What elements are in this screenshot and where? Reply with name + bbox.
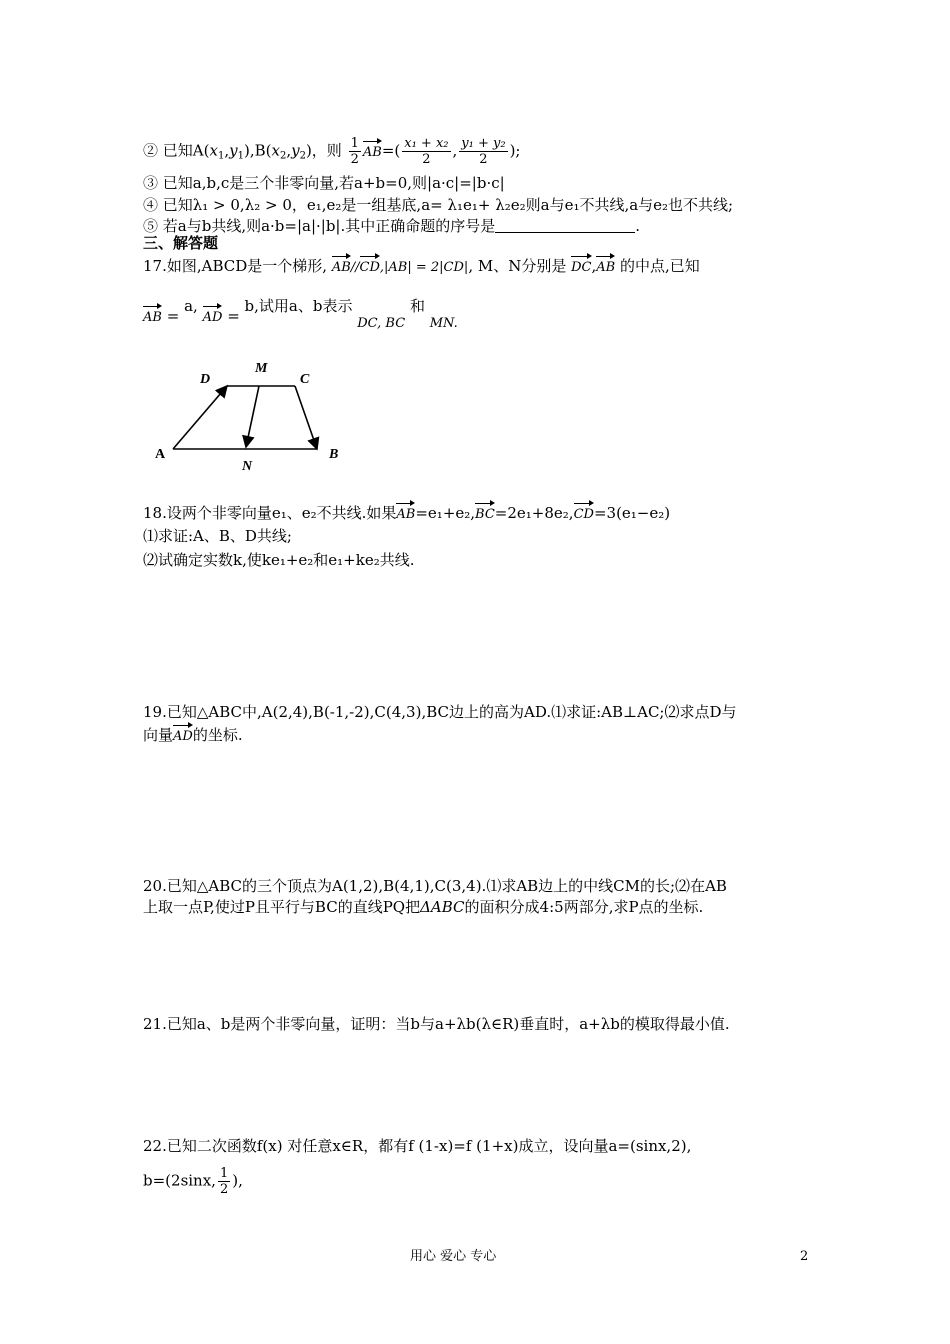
trapezoid-figure	[145, 352, 360, 482]
label-b: B	[329, 447, 339, 462]
vector-dc: DC	[571, 253, 591, 275]
label-c: C	[300, 372, 310, 387]
label-m: M	[255, 361, 268, 376]
question-19-line-1: 19.已知△ABC中,A(2,4),B(-1,-2),C(4,3),BC边上的高为AD.⑴求证:AB⊥AC;⑵求点D与	[143, 703, 737, 721]
half-fraction: $\frac{1}{2}$	[350, 136, 359, 167]
segment-mn	[246, 386, 259, 447]
edge-ad	[173, 386, 227, 449]
vector-cd: CD	[360, 253, 380, 275]
question-20-line-1: 20.已知△ABC的三个顶点为A(1,2),B(4,1),C(3,4).⑴求AB边上的中线CM的长;⑵在AB	[143, 877, 727, 895]
y-midpoint-fraction: $\frac{\text{y₁ + y₂}}{2}$	[461, 136, 506, 167]
item-number: ②	[143, 141, 159, 160]
section-title: 三、解答题	[143, 234, 219, 252]
label-a: A	[155, 447, 166, 462]
vector-cd: CD	[574, 500, 594, 522]
triangle-abc: ΔABC	[420, 898, 465, 916]
item-4: ④ 已知λ₁ > 0,λ₂ > 0，e₁,e₂是一组基底,a= λ₁e₁+ λ₂e₂则a与e₁不共线,a与e₂也不共线;	[143, 196, 734, 214]
label-n: N	[242, 459, 253, 474]
item-2: ② 已知$A(x_1,y_1),B(x_2,y_2)$，则 $\frac{1}{2}$ AB=( $\frac{\text{x₁ + x₂}}{2}$ , $\frac{\text{y₁ + y₂}}{2}$ );	[143, 136, 521, 167]
question-18-line-1: 18.设两个非零向量e₁、e₂不共线.如果AB=e₁+e₂,BC=2e₁+8e₂,CD=3(e₁−e₂)	[143, 500, 670, 523]
question-22-line-1: 22.已知二次函数f(x) 对任意x∈R，都有f (1-x)=f (1+x)成立，设向量a=(sinx,2),	[143, 1137, 692, 1155]
label-d: D	[200, 372, 211, 387]
vector-ad: AD	[173, 722, 193, 744]
question-17-line-1: 17.如图,ABCD是一个梯形, AB//CD,|AB| = 2|CD|, M、N分别是 DC,AB 的中点,已知	[143, 253, 700, 278]
vector-ab: AB	[396, 500, 415, 522]
question-18-line-3: ⑵试确定实数k,使ke₁+e₂和e₁+ke₂共线.	[143, 551, 415, 569]
x-midpoint-fraction: $\frac{\text{x₁ + x₂}}{2}$	[404, 136, 449, 167]
half-fraction: $\frac{1}{2}$	[219, 1166, 229, 1197]
footer-motto: 用心 爱心 专心	[410, 1249, 497, 1264]
item-5: ⑤ 若a与b共线,则a·b=|a|·|b|.其中正确命题的序号是 .	[143, 217, 641, 235]
question-18-line-2: ⑴求证:A、B、D共线;	[143, 527, 292, 545]
vector-ab: AB	[363, 138, 382, 160]
page-number: 2	[800, 1249, 809, 1264]
vector-ad: AD	[203, 303, 223, 325]
vector-ab: AB	[143, 303, 162, 325]
vector-ab: AB	[332, 253, 351, 275]
answer-blank[interactable]	[495, 218, 635, 233]
question-17-line-2: AB = a, AD = b,试用a、b表示 DC, BC 和 MN.	[143, 297, 458, 331]
question-19-line-2: 向量AD的坐标.	[143, 722, 243, 745]
vector-bc: BC	[475, 500, 495, 522]
vector-ab: AB	[596, 253, 615, 275]
question-22-line-2: b=(2sinx, $\frac{1}{2}$ ),	[143, 1166, 243, 1197]
question-21: 21.已知a、b是两个非零向量，证明：当b与a+λb(λ∈R)垂直时，a+λb的模取得最小值.	[143, 1015, 730, 1033]
item-3: ③ 已知a,b,c是三个非零向量,若a+b=0,则|a·c|=|b·c|	[143, 174, 505, 192]
question-20-line-2: 上取一点P,使过P且平行与BC的直线PQ把ΔABC的面积分成4:5两部分,求P点的坐标.	[143, 898, 704, 916]
edge-cb	[295, 386, 317, 449]
